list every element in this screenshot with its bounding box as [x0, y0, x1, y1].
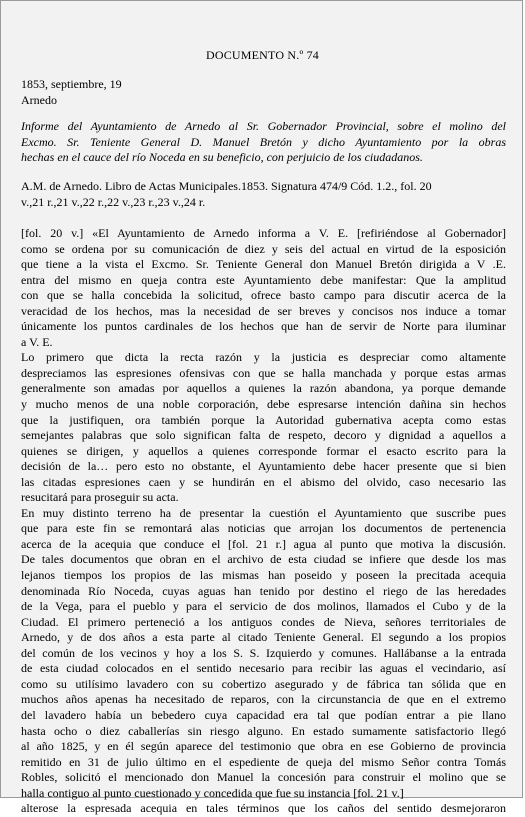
body-line: con que se halla concebida la solicitud, ofrece basto campo para discutir acerca de la	[21, 288, 506, 303]
body-line: veracidad de los hechos, mas la necesidad de ser breves y concisos nos induce a tomar	[21, 303, 506, 318]
document-date-block	[21, 77, 506, 108]
body-line: resucitará para proseguir su acta.	[21, 490, 179, 505]
body-line: Robles, solicitó el mencionado don Manuel la concesión para construir el molino que se	[21, 770, 506, 785]
document-place: Arnedo	[21, 92, 57, 107]
body-line: acerca de la acequia que conduce el [fol. 21 r.] agua al punto que motiva la discusión.	[21, 536, 506, 551]
body-line: muchos años apenas ha necesitado de reparos, con la circunstancia de que en el extremo	[21, 692, 506, 707]
body-line: semejantes palabras que solo significan falta de respeto, decoro y dignidad a aquellos a	[21, 428, 506, 443]
body-line: como se ordena por su comunicación de diez y seis del actual en virtud de la esposición	[21, 241, 506, 256]
body-line: Arnedo, y de dos años a esta parte al citado Teniente General. El segundo a los propios	[21, 630, 506, 645]
body-line: halla contiguo al punto cuestionado y concedida que fue su instancia [fol. 21 v.]	[21, 785, 404, 800]
body-line: decisión de la… pero esto no obstante, el Ayuntamiento debe hacer presente que si bien	[21, 459, 506, 474]
body-line: que para este fin se remontará alas noticias que arrojan los documentos de pertenencia	[21, 521, 506, 536]
body-line: las citadas espresiones caen y se hundirán en el abismo del olvido, caso necesario las	[21, 474, 506, 489]
body-line: denominada Río Noceda, cuyas aguas han tenido por destino el riego de las heredades	[21, 583, 506, 598]
document-title: DOCUMENTO N.º 74	[205, 48, 320, 62]
abstract-line: hechas en el cauce del río Noceda en su beneficio, con perjuicio de los ciudadanos.	[21, 150, 423, 164]
body-line: quienes se dirigen, y aquellos a quienes corresponde formar el esacto escrito para la	[21, 443, 506, 458]
body-line: que tiene a la vista el Excmo. Sr. Teniente General don Manuel Bretón dirigida a V .E.	[21, 257, 506, 272]
body-line: generalmente son amadas por aquellos a quienes la razón abandona, ya porque demande	[21, 381, 506, 396]
body-line: como su utilísimo lavadero con su cobertizo asegurado y de fábrica tan sólida que en	[21, 676, 506, 691]
body-line: de esta ciudad colocados en el sentido necesario para recibir las aguas el vecindario, así	[21, 661, 506, 676]
body-line: Ciudad. El primero perteneció a los antiguos condes de Nieva, señores territoriales de	[21, 614, 506, 629]
body-line: lejanos tiempos los propios de las mismas han poseido y poseen la precitada acequia	[21, 568, 506, 583]
body-line: hasta ocho o diez caballerías sin riesgo alguno. En estado sumamente satisfactorio llegó	[21, 723, 506, 738]
document-source	[21, 179, 506, 210]
body-line: a V. E.	[21, 334, 53, 349]
abstract-line: Informe del Ayuntamiento de Arnedo al Sr. Gobernador Provincial, sobre el molino del	[21, 119, 506, 133]
document-body	[21, 226, 506, 817]
body-line: De tales documentos que obran en el archivo de esta ciudad se infiere que desde los mas	[21, 552, 506, 567]
body-line: En muy distinto terreno ha de presentar la cuestión el Ayuntamiento que suscribe pues	[21, 505, 506, 520]
source-line: A.M. de Arnedo. Libro de Actas Municipales.1853. Signatura 474/9 Cód. 1.2., fol. 20	[21, 179, 432, 193]
body-line: [fol. 20 v.] «El Ayuntamiento de Arnedo informa a V. E. [refiriéndose al Gobernador]	[21, 226, 506, 240]
document-date: 1853, septiembre, 19	[21, 77, 122, 91]
body-line: y mucho menos de una noble corporación, debe espresarse intención dañina sin hechos	[21, 397, 506, 412]
abstract-line: Excmo. Sr. Teniente General D. Manuel Bretón y dicho Ayuntamiento por la obras	[21, 134, 506, 149]
body-line: del común de los vecinos y hoy a los S. S. Izquierdo y comunes. Hallábanse a la entrada	[21, 645, 506, 660]
body-line: Lo primero que dicta la recta razón y la justicia es despreciar como altamente	[21, 350, 506, 365]
source-line: v.,21 r.,21 v.,22 r.,22 v.,23 r.,23 v.,24 r.	[21, 194, 206, 209]
document-abstract	[21, 119, 506, 166]
body-line: despreciamos las espresiones ofensivas con que se halla manchada y porque estas armas	[21, 365, 506, 380]
body-line: de la Vega, para el pueblo y para el servicio de dos molinos, llamados el Cubo y de la	[21, 599, 506, 614]
body-line: del lavadero había un bebedero cuya capacidad era tal que podían entrar a pie llano	[21, 707, 506, 722]
body-line: al año 1825, y en él según aparece del testimonio que obra en ese Gobierno de provincia	[21, 739, 506, 754]
body-line: entra del mismo en queja contra este Ayuntamiento debe manifestar: Que la amplitud	[21, 272, 506, 287]
body-line: únicamente los puntos cardinales de los hechos que han de servir de Norte para iluminar	[21, 319, 506, 334]
body-line: remitido en 31 de julio último en el espediente de queja del mismo Señor contra Tomás	[21, 754, 506, 769]
body-line: alterose la espresada acequia en tales términos que los caños del sentido desmejoraron	[21, 801, 506, 816]
body-line: que la justifiquen, ora también porque la Autoridad gubernativa acepta como estas	[21, 412, 506, 427]
